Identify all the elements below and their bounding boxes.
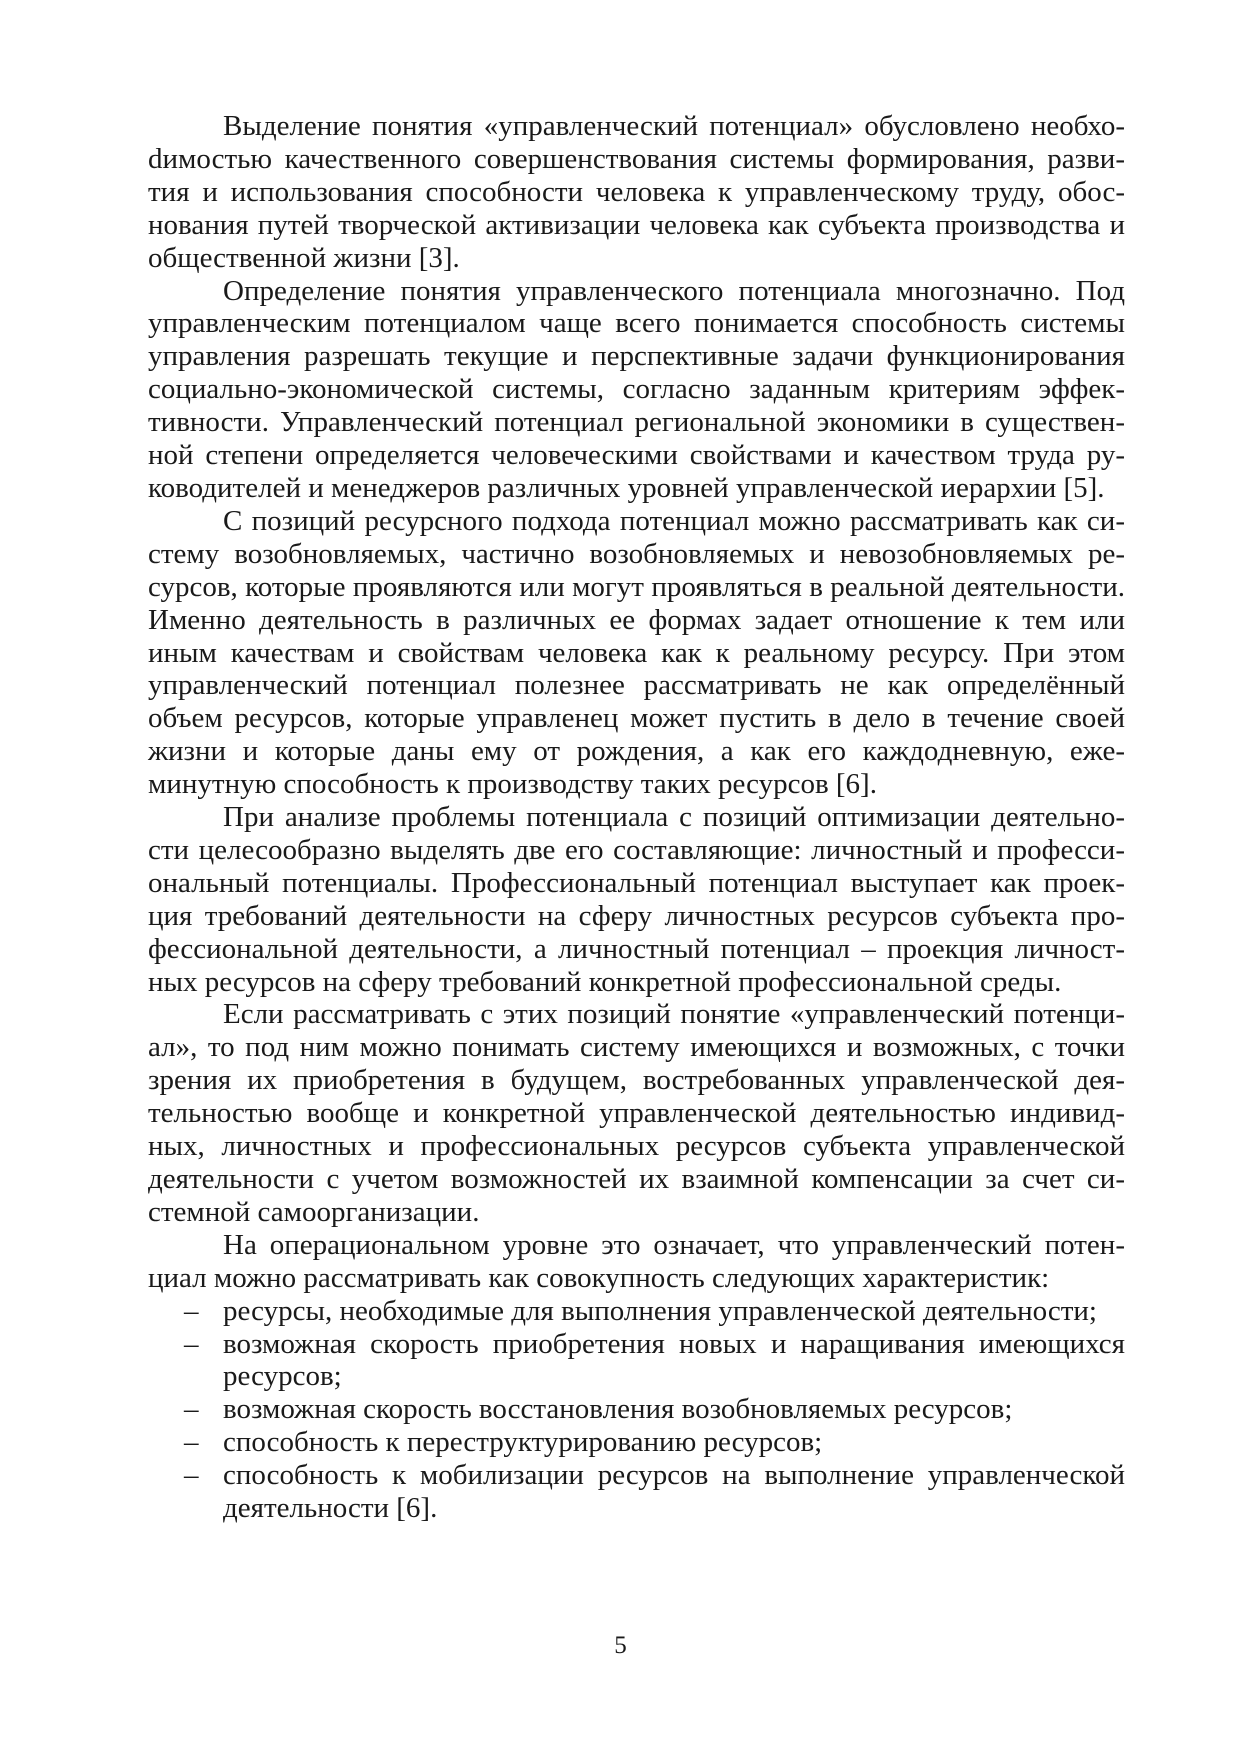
document-page: [148, 110, 1125, 1525]
list-item: [148, 1328, 1125, 1394]
paragraph-2: Определение понятия управленческого потенциала многозначно. Под управленческим потенциалом чаще всего понимается способность системы управления разрешать текущие и перспективные задачи функционирования социально-экономической системы, согласно заданным критериям эффективности. Управленческий потенциал региональной экономики в существенной степени определяется человеческими свойствами и качеством труда руководителей и менеджеров различных уровней управленческой иерархии [5].: [148, 274, 1125, 504]
paragraph-5: Если рассматривать с этих позиций понятие «управленческий потенциал», то под ним можно понимать систему имеющихся и возможных, с точки зрения их приобретения в будущем, востребованных управленческой деятельностью вообще и конкретной управленческой деятельностью индивидных, личностных и профессиональных ресурсов субъекта управленческой деятельности с учетом возможностей их взаимной компенсации за счет системной самоорганизации.: [148, 998, 1125, 1228]
list-bullet: –: [184, 1393, 199, 1426]
list-item-text: ресурсы, необходимые для выполнения управленческой деятельности;: [223, 1294, 1097, 1327]
list-bullet: –: [184, 1426, 199, 1459]
list-item: [148, 1426, 1125, 1459]
list-item: [148, 1393, 1125, 1426]
list-bullet: –: [184, 1327, 199, 1360]
list-item: [148, 1459, 1125, 1525]
paragraph-1: Выделение понятия «управленческий потенциал» обусловлено необхоdимостью качественного совершенствования системы формирования, развития и использования способности человека к управленческому труду, обоснования путей творческой активизации человека как субъекта производства и общественной жизни [3].: [148, 110, 1125, 274]
list-bullet: –: [184, 1459, 199, 1492]
list-item-text: способность к переструктурированию ресурсов;: [223, 1426, 823, 1459]
list-bullet: –: [184, 1294, 199, 1327]
paragraph-4: При анализе проблемы потенциала с позиций оптимизации деятельности целесообразно выделять две его составляющие: личностный и профессиональный потенциалы. Профессиональный потенциал выступает как проекция требований деятельности на сферу личностных ресурсов субъекта профессиональной деятельности, а личностный потенциал – проекция личностных ресурсов на сферу требований конкретной профессиональной среды.: [148, 801, 1125, 998]
page-number: 5: [614, 1632, 627, 1659]
paragraph-6: На операциональном уровне это означает, что управленческий потенциал можно рассматривать как совокупность следующих характеристик:: [148, 1228, 1125, 1294]
list-item-text: способность к мобилизации ресурсов на выполнение управленческой деятельности [6].: [223, 1459, 1125, 1525]
list-item-text: возможная скорость восстановления возобновляемых ресурсов;: [223, 1393, 1013, 1426]
characteristics-list: [148, 1295, 1125, 1525]
paragraph-3: С позиций ресурсного подхода потенциал можно рассматривать как систему возобновляемых, частично возобновляемых и невозобновляемых ресурсов, которые проявляются или могут проявляться в реальной деятельности. Именно деятельность в различных ее формах задает отношение к тем или иным качествам и свойствам человека как к реальному ресурсу. При этом управленческий потенциал полезнее рассматривать не как определённый объем ресурсов, которые управленец может пустить в дело в течение своей жизни и которые даны ему от рождения, а как его каждодневную, ежеминутную способность к производству таких ресурсов [6].: [148, 504, 1125, 801]
list-item-text: возможная скорость приобретения новых и наращивания имеющихся ресурсов;: [223, 1327, 1125, 1393]
list-item: [148, 1295, 1125, 1328]
